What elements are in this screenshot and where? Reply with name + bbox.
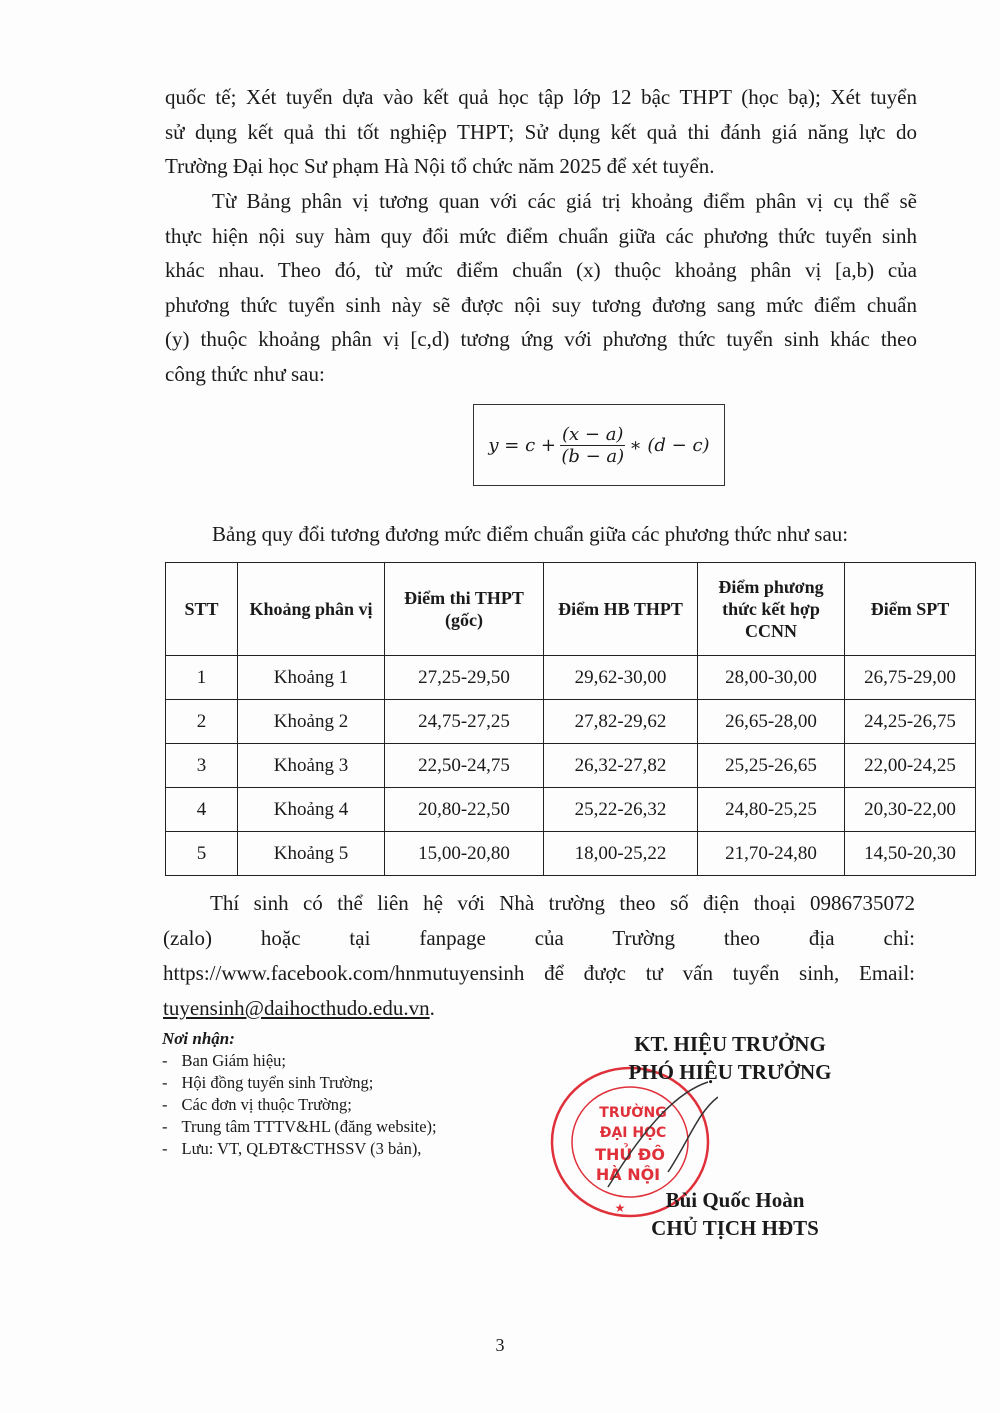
signature-block: KT. HIỆU TRƯỞNG PHÓ HIỆU TRƯỞNG [628, 1032, 832, 1084]
column-header: Khoảng phân vị [238, 563, 385, 656]
column-header: Điểm phương thức kết hợp CCNN [698, 563, 845, 656]
svg-text:TRƯỜNG: TRƯỜNG [599, 1105, 667, 1121]
email-link[interactable]: tuyensinh@daihocthudo.edu.vn [163, 996, 430, 1020]
table-row [166, 700, 976, 744]
table-cell: 14,50-20,30 [845, 832, 976, 876]
interpolation-formula: y = c + $\frac{(x - a)}{(b - a)}$ ∗ (d − c) [473, 404, 725, 486]
table-cell: Khoảng 1 [238, 656, 385, 700]
recipient-item: - Lưu: VT, QLĐT&CTHSSV (3 bản), [162, 1139, 422, 1158]
table-row [166, 656, 976, 700]
table-cell: 22,50-24,75 [385, 744, 544, 788]
column-header: Điểm SPT [845, 563, 976, 656]
table-cell: 27,82-29,62 [544, 700, 698, 744]
conversion-table [165, 562, 976, 876]
table-cell: 21,70-24,80 [698, 832, 845, 876]
table-cell: 26,32-27,82 [544, 744, 698, 788]
table-cell: 24,80-25,25 [698, 788, 845, 832]
table-cell: 15,00-20,80 [385, 832, 544, 876]
svg-text:ĐẠI HỌC: ĐẠI HỌC [599, 1125, 667, 1141]
table-cell: 27,25-29,50 [385, 656, 544, 700]
svg-text:THỦ ĐÔ: THỦ ĐÔ [595, 1145, 665, 1164]
column-header: STT [166, 563, 238, 656]
table-cell: 29,62-30,00 [544, 656, 698, 700]
table-cell: 20,30-22,00 [845, 788, 976, 832]
table-cell: 3 [166, 744, 238, 788]
column-header: Điểm HB THPT [544, 563, 698, 656]
table-cell: Khoảng 2 [238, 700, 385, 744]
table-cell: 1 [166, 656, 238, 700]
contact-paragraph: Thí sinh có thể liên hệ với Nhà trường theo số điện thoại 0986735072 (zalo) hoặc tại fanpage của Trường theo địa chỉ: https://www.facebook.com/hnmutuyensinh để được tư vấn tuyển sinh, Email: tuyensinh@daihocthudo.edu.vn. [163, 891, 915, 1020]
table-cell: 24,75-27,25 [385, 700, 544, 744]
table-cell: 25,25-26,65 [698, 744, 845, 788]
paragraph-2: Từ Bảng phân vị tương quan với các giá trị khoảng điểm phân vị cụ thể sẽ thực hiện nội suy hàm quy đổi mức điểm chuẩn giữa các phương thức tuyển sinh khác nhau. Theo đó, từ mức điểm chuẩn (x) thuộc khoảng phân vị [a,b) của phương thức tuyển sinh này sẽ được nội suy tương đương sang mức điểm chuẩn (y) thuộc khoảng phân vị [c,d) tương ứng với phương thức tuyển sinh khác theo công thức như sau: [165, 189, 917, 386]
column-header: Điểm thi THPT (gốc) [385, 563, 544, 656]
paragraph-1: quốc tế; Xét tuyển dựa vào kết quả học tập lớp 12 bậc THPT (học bạ); Xét tuyển sử dụng kết quả thi tốt nghiệp THPT; Sử dụng kết quả thi đánh giá năng lực do Trường Đại học Sư phạm Hà Nội tổ chức năm 2025 để xét tuyển. [165, 85, 917, 179]
svg-text:★: ★ [614, 1201, 626, 1215]
table-row [166, 744, 976, 788]
table-cell: 28,00-30,00 [698, 656, 845, 700]
table-row [166, 788, 976, 832]
table-cell: 2 [166, 700, 238, 744]
recipient-item: - Các đơn vị thuộc Trường; [162, 1095, 352, 1114]
table-cell: Khoảng 5 [238, 832, 385, 876]
table-cell: Khoảng 3 [238, 744, 385, 788]
table-caption: Bảng quy đổi tương đương mức điểm chuẩn giữa các phương thức như sau: [212, 522, 849, 546]
recipient-item: - Hội đồng tuyển sinh Trường; [162, 1073, 374, 1092]
table-cell: 22,00-24,25 [845, 744, 976, 788]
table-cell: 20,80-22,50 [385, 788, 544, 832]
recipient-item: - Ban Giám hiệu; [162, 1051, 286, 1070]
table-cell: 24,25-26,75 [845, 700, 976, 744]
table-cell: 4 [166, 788, 238, 832]
table-cell: Khoảng 4 [238, 788, 385, 832]
recipient-item: - Trung tâm TTTV&HL (đăng website); [162, 1117, 437, 1136]
svg-text:HÀ NỘI: HÀ NỘI [595, 1165, 661, 1184]
table-cell: 25,22-26,32 [544, 788, 698, 832]
table-cell: 26,75-29,00 [845, 656, 976, 700]
page-number: 3 [495, 1335, 505, 1355]
table-cell: 5 [166, 832, 238, 876]
signer: Bùi Quốc Hoàn CHỦ TỊCH HĐTS [651, 1188, 819, 1240]
table-cell: 18,00-25,22 [544, 832, 698, 876]
recipients: Nơi nhận: - Ban Giám hiệu; - Hội đồng tuyển sinh Trường; - Các đơn vị thuộc Trường; - Trung tâm TTTV&HL (đăng website); - Lưu: VT, QLĐT&CTHSSV (3 bản), [162, 1029, 437, 1158]
table-row [166, 832, 976, 876]
table-cell: 26,65-28,00 [698, 700, 845, 744]
